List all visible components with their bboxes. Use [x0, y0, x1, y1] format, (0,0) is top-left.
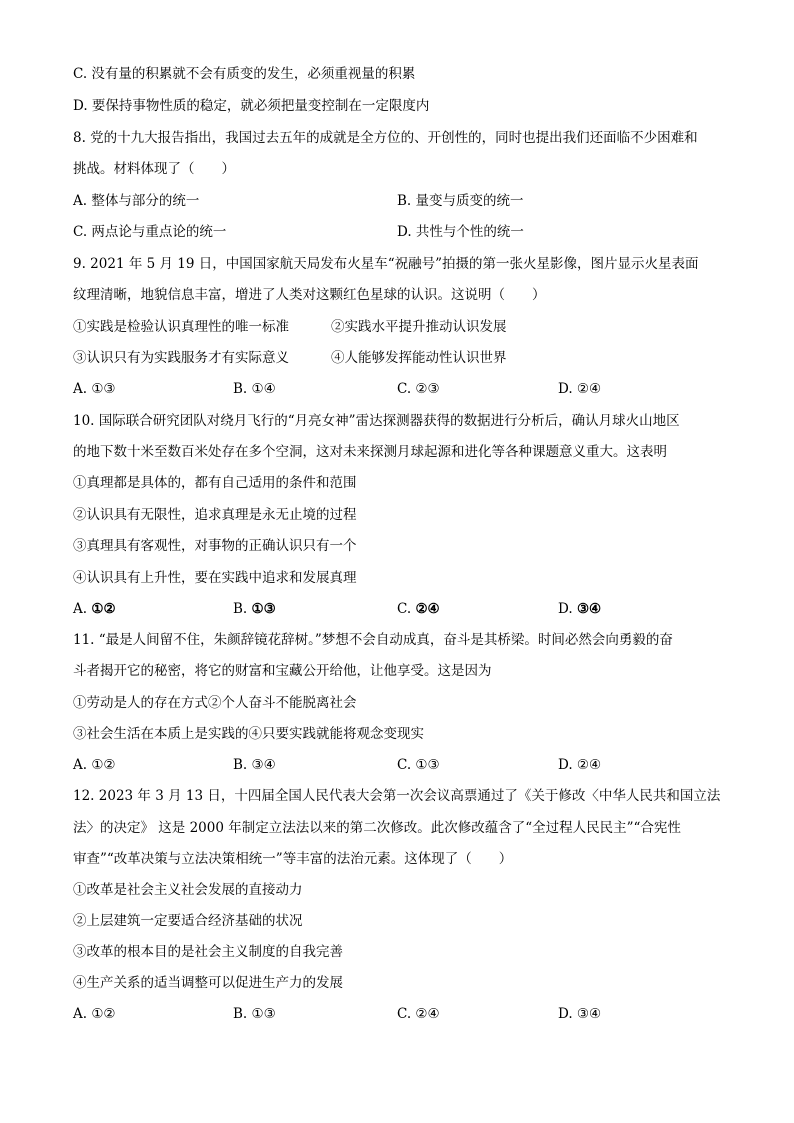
- q12-statement-4: ④生产关系的适当调整可以促进生产力的发展: [73, 975, 343, 991]
- q8-option-c: C. 两点论与重点论的统一: [73, 224, 227, 240]
- q10-statement-1: ①真理都是具体的，都有自己适用的条件和范围: [73, 475, 357, 491]
- option-value: ③④: [576, 601, 602, 617]
- q10-statement-2: ②认识具有无限性，追求真理是永无止境的过程: [73, 507, 357, 523]
- q9-statement-4: ④人能够发挥能动性认识世界: [331, 350, 507, 366]
- q9-statement-2: ②实践水平提升推动认识发展: [331, 319, 507, 335]
- q12-option-b: B. ①③: [233, 1006, 276, 1022]
- q9-statement-1: ①实践是检验认识真理性的唯一标准: [73, 319, 289, 335]
- q8-option-d: D. 共性与个性的统一: [397, 224, 524, 240]
- q9-option-c: C. ②③: [397, 381, 440, 397]
- q8-stem-line2: 挑战。材料体现了（ ）: [73, 161, 235, 177]
- q8-option-a: A. 整体与部分的统一: [73, 193, 200, 209]
- q11-option-c: C. ①③: [397, 757, 440, 773]
- q9-statement-3: ③认识只有为实践服务才有实际意义: [73, 350, 289, 366]
- q8-stem-line1: 8. 党的十九大报告指出，我国过去五年的成就是全方位的、开创性的，同时也提出我们还面临不少困难和: [73, 130, 698, 146]
- q8-option-b: B. 量变与质变的统一: [397, 193, 524, 209]
- q10-stem-line2: 的地下数十米至数百米处存在多个空洞，这对未来探测月球起源和进化等各种课题意义重大。这表明: [73, 444, 667, 460]
- q12-statement-1: ①改革是社会主义社会发展的直接动力: [73, 882, 303, 898]
- q12-stem-line1: 12. 2023 年 3 月 13 日，十四届全国人民代表大会第一次会议高票通过了《关于修改〈中华人民共和国立法: [73, 788, 721, 804]
- q10-option-d: [558, 599, 601, 619]
- q9-stem-line1: 9. 2021 年 5 月 19 日，中国国家航天局发布火星车“祝融号”拍摄的第一张火星影像，图片显示火星表面: [73, 256, 699, 272]
- q11-option-b: B. ③④: [233, 757, 276, 773]
- q11-option-a: A. ①②: [73, 757, 116, 773]
- q10-stem-line1: 10. 国际联合研究团队对绕月飞行的“月亮女神”雷达探测器获得的数据进行分析后，确认月球火山地区: [73, 413, 680, 429]
- q12-statement-3: ③改革的根本目的是社会主义制度的自我完善: [73, 944, 343, 960]
- prev-option-d: D. 要保持事物性质的稳定，就必须把量变控制在一定限度内: [73, 98, 430, 114]
- q12-stem-line3: 审查”“改革决策与立法决策相统一”等丰富的法治元素。这体现了（ ）: [73, 851, 513, 867]
- option-label: D.: [558, 601, 577, 617]
- q11-statements-3-4: ③社会生活在本质上是实践的④只要实践就能将观念变现实: [73, 726, 424, 742]
- q12-option-a: A. ①②: [73, 1006, 116, 1022]
- q12-statement-2: ②上层建筑一定要适合经济基础的状况: [73, 913, 303, 929]
- q11-stem-line2: 斗者揭开它的秘密，将它的财富和宝藏公开给他，让他享受。这是因为: [73, 663, 492, 679]
- q10-option-b: [233, 599, 276, 619]
- q11-option-d: D. ②④: [558, 757, 602, 773]
- q12-option-c: C. ②④: [397, 1006, 440, 1022]
- q10-option-c: [397, 599, 440, 619]
- option-value: ①③: [251, 601, 276, 617]
- q10-statement-3: ③真理具有客观性，对事物的正确认识只有一个: [73, 538, 357, 554]
- option-value: ①②: [91, 601, 116, 617]
- q9-stem-line2: 纹理清晰，地貌信息丰富，增进了人类对这颗红色星球的认识。这说明（ ）: [73, 287, 546, 303]
- q11-stem-line1: 11. “最是人间留不住，朱颜辞镜花辞树。”梦想不会自动成真，奋斗是其桥梁。时间必然会向勇毅的奋: [73, 632, 673, 648]
- q9-option-d: D. ②④: [558, 381, 602, 397]
- q10-statement-4: ④认识具有上升性，要在实践中追求和发展真理: [73, 570, 357, 586]
- option-label: C.: [397, 601, 416, 617]
- option-value: ②④: [415, 601, 440, 617]
- q9-option-b: B. ①④: [233, 381, 276, 397]
- q11-statements-1-2: ①劳动是人的存在方式②个人奋斗不能脱离社会: [73, 695, 357, 711]
- prev-option-c: C. 没有量的积累就不会有质变的发生，必须重视量的积累: [73, 66, 416, 82]
- q10-option-a: [73, 599, 116, 619]
- q12-option-d: D. ③④: [558, 1006, 602, 1022]
- q9-option-a: A. ①③: [73, 381, 116, 397]
- q12-stem-line2: 法〉的决定》 这是 2000 年制定立法法以来的第二次修改。此次修改蕴含了“全过程人民民主”“合宪性: [73, 820, 681, 836]
- option-label: B.: [233, 601, 252, 617]
- option-label: A.: [73, 601, 92, 617]
